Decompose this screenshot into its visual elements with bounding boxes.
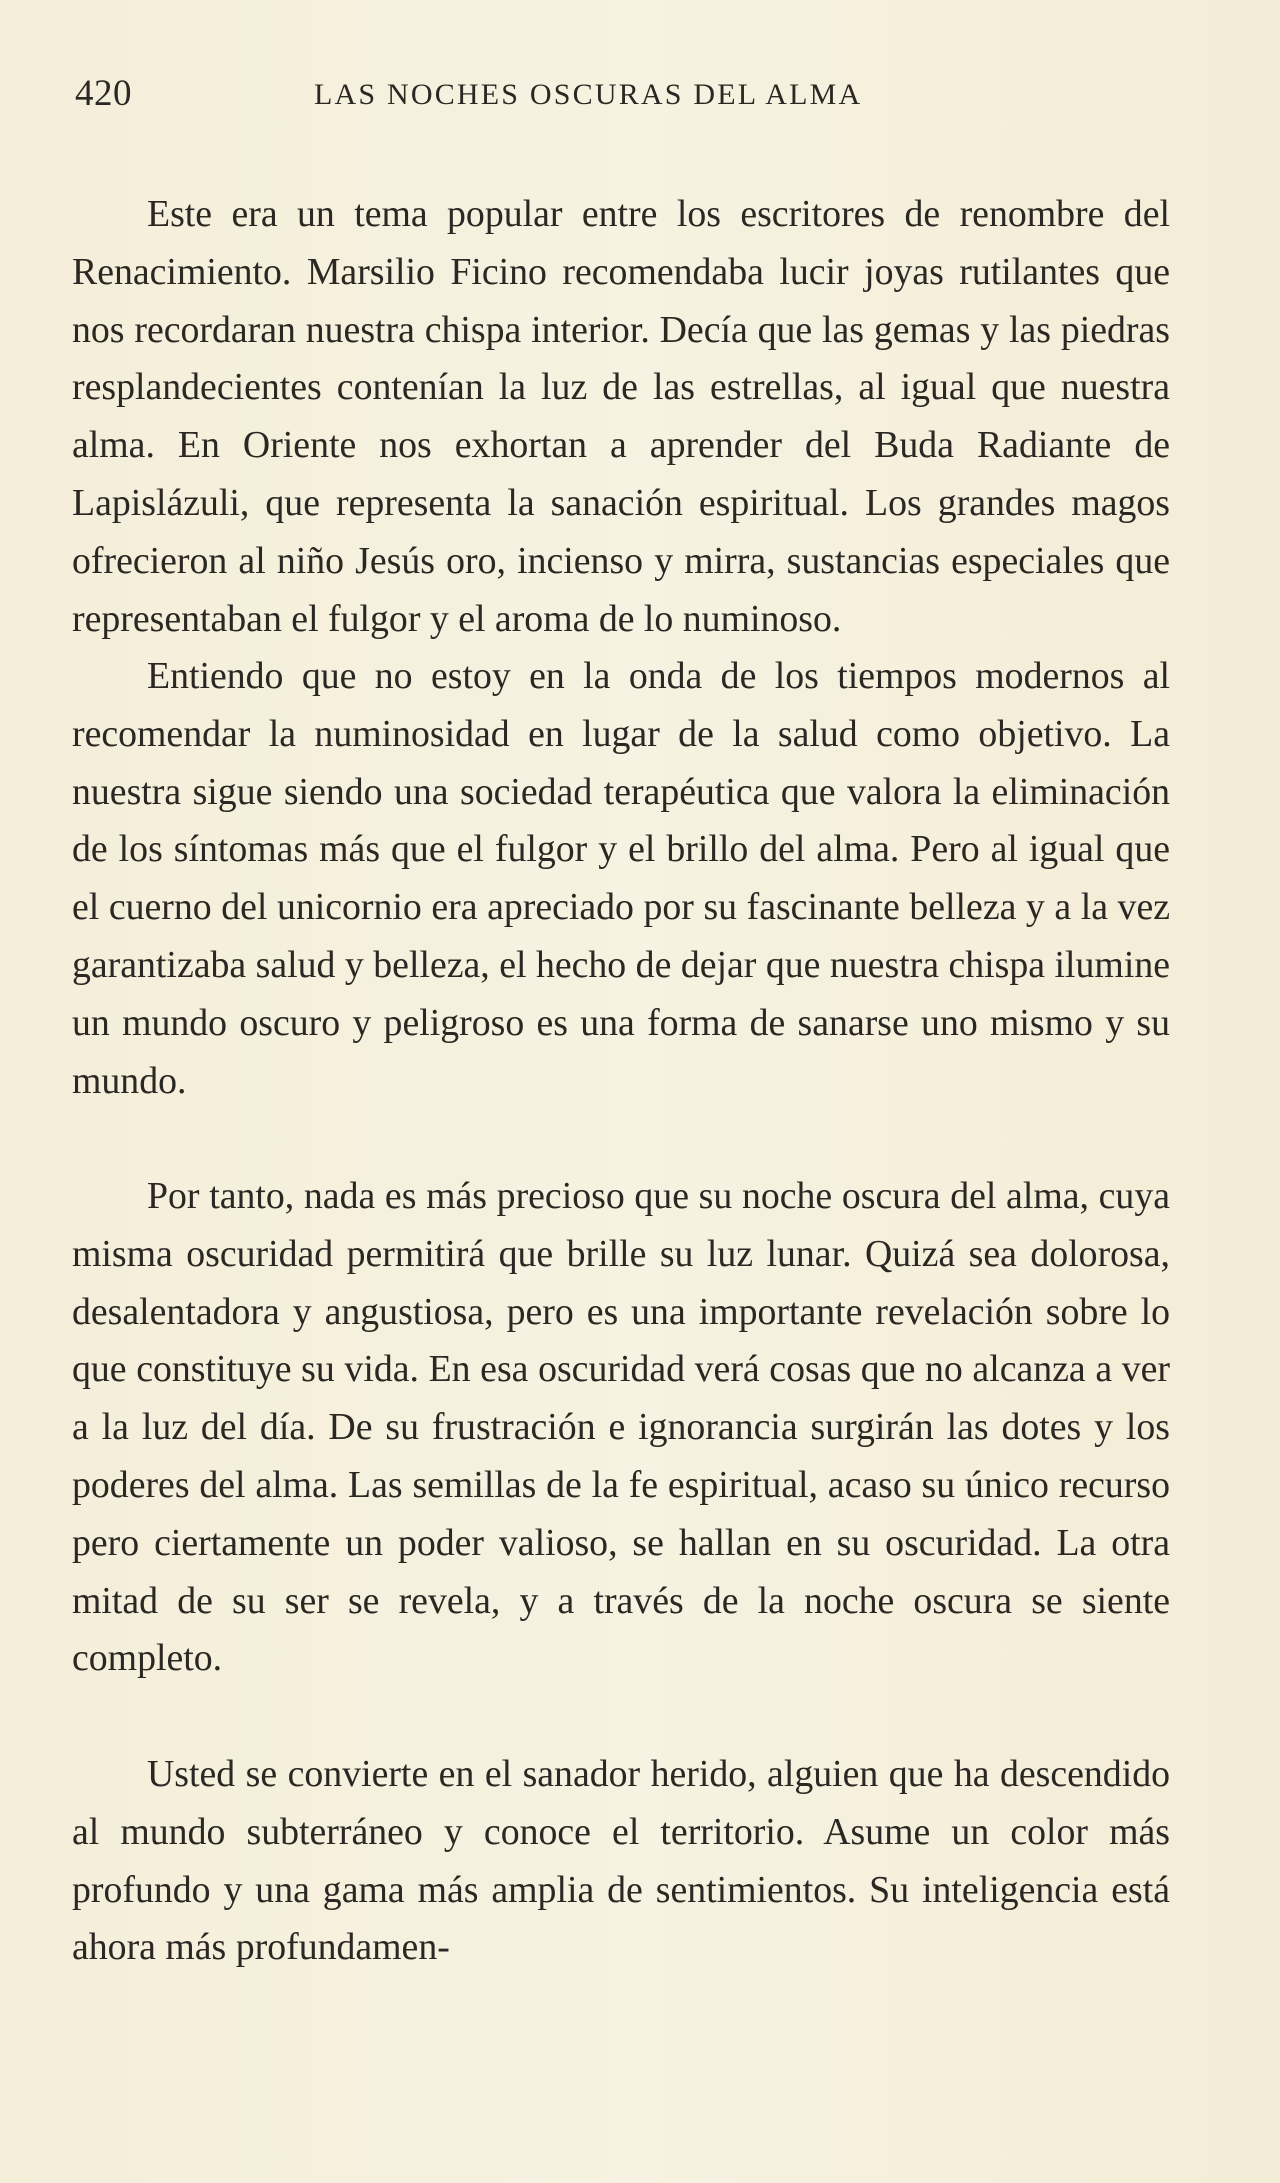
body-text: [72, 186, 1170, 1977]
book-title: LAS NOCHES OSCURAS DEL ALMA: [314, 78, 863, 111]
paragraph-4: Usted se convierte en el sanador herido, alguien que ha descendido al mundo subterráneo y conoce el territorio. Asume un color más profundo y una gama más amplia de sentimientos. Su inteligencia está ahora más profundamen-: [72, 1753, 1170, 1969]
paragraph-1: Este era un tema popular entre los escritores de renombre del Renacimiento. Marsilio Ficino recomendaba lucir joyas rutilantes que nos recordaran nuestra chispa interior. Decía que las gemas y las piedras resplandecientes contenían la luz de las estrellas, al igual que nuestra alma. En Oriente nos exhortan a aprender del Buda Radiante de Lapislázuli, que representa la sanación espiritual. Los grandes magos ofrecieron al niño Jesús oro, incienso y mirra, sustancias especiales que representaban el fulgor y el aroma de lo numinoso.: [72, 193, 1170, 640]
paragraph-2: Entiendo que no estoy en la onda de los tiempos modernos al recomendar la numinosidad en lugar de la salud como objetivo. La nuestra sigue siendo una sociedad terapéutica que valora la eliminación de los síntomas más que el fulgor y el brillo del alma. Pero al igual que el cuerno del unicornio era apreciado por su fascinante belleza y a la vez garantizaba salud y belleza, el hecho de dejar que nuestra chispa ilumine un mundo oscuro y peligroso es una forma de sanarse uno mismo y su mundo.: [72, 655, 1170, 1102]
paragraph-3: Por tanto, nada es más precioso que su noche oscura del alma, cuya misma oscuridad permitirá que brille su luz lunar. Quizá sea dolorosa, desalentadora y angustiosa, pero es una importante revelación sobre lo que constituye su vida. En esa oscuridad verá cosas que no alcanza a ver a la luz del día. De su frustración e ignorancia surgirán las dotes y los poderes del alma. Las semillas de la fe espiritual, acaso su único recurso pero ciertamente un poder valioso, se hallan en su oscuridad. La otra mitad de su ser se revela, y a través de la noche oscura se siente completo.: [72, 1175, 1170, 1680]
page-number: 420: [75, 73, 132, 114]
running-header: [75, 72, 1175, 122]
